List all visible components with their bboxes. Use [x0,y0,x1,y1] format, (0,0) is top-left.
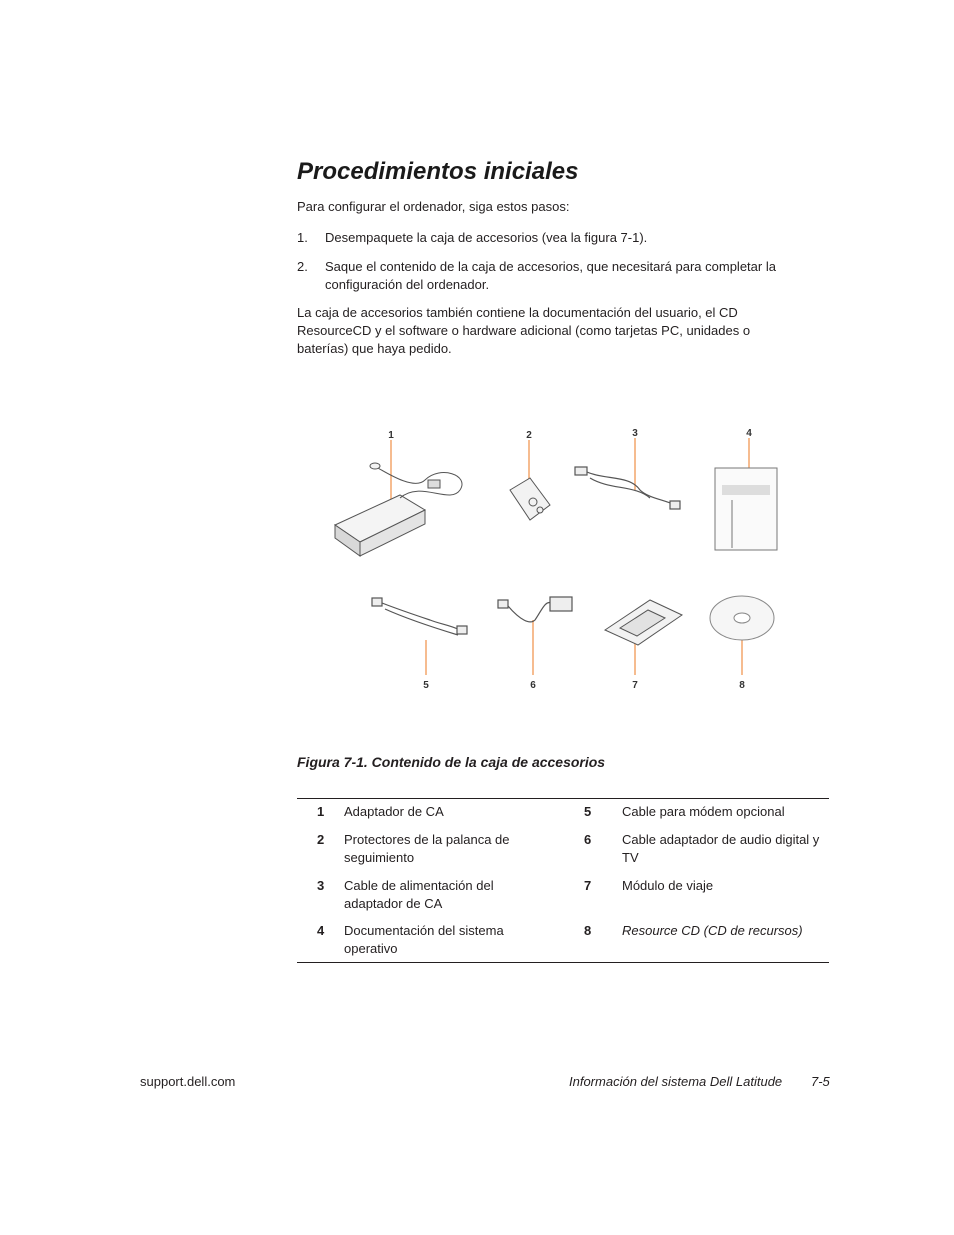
audio-tv-cable-icon [498,597,572,622]
resource-cd-icon [710,596,774,640]
power-cable-icon [575,467,680,509]
item-number: 1 [317,804,325,819]
footer-url: support.dell.com [140,1074,236,1089]
callout-1: 1 [388,430,394,441]
ac-adapter-icon [335,463,462,556]
callout-3: 3 [632,428,638,439]
documentation-icon [715,468,777,550]
item-number: 8 [584,923,592,938]
body-paragraph: La caja de accesorios también contiene la documentación del usuario, el CD ResourceCD y el software o hardware adicional (como tarjetas PC, unidades o baterías) que haya pedido. [297,305,751,356]
item-label: Cable para módem opcional [622,804,785,819]
step-number: 2. [297,259,308,274]
item-number: 5 [584,804,592,819]
step-text: Saque el contenido de la caja de accesorios, que necesitará para completar la configuración del ordenador. [325,259,776,292]
modem-cable-icon [372,598,467,635]
accessories-figure [330,420,800,700]
legend-table [297,798,829,963]
callout-2: 2 [526,430,532,441]
intro-text: Para configurar el ordenador, siga estos pasos: [297,199,570,214]
footer-title: Información del sistema Dell Latitude [569,1074,783,1089]
figure-caption: Figura 7-1. Contenido de la caja de accesorios [297,754,606,770]
item-label: Adaptador de CA [344,804,444,819]
item-label: Documentación del sistema operativo [344,923,504,956]
travel-module-icon [605,600,682,645]
item-label: Resource CD (CD de recursos) [622,923,803,938]
item-number: 6 [584,832,592,847]
page-number: 7-5 [811,1074,830,1089]
callout-8: 8 [739,680,745,691]
step-number: 1. [297,230,308,245]
page-title: Procedimientos iniciales [297,158,579,185]
item-number: 2 [317,832,325,847]
item-label: Protectores de la palanca de seguimiento [344,832,510,865]
callout-4: 4 [746,428,752,439]
item-number: 4 [317,923,325,938]
item-label: Cable adaptador de audio digital y TV [622,832,820,865]
accessories-illustration [330,420,800,700]
item-label: Cable de alimentación del adaptador de CA [344,878,494,911]
item-number: 3 [317,878,325,893]
callout-7: 7 [632,680,638,691]
callout-5: 5 [423,680,429,691]
trackstick-caps-icon [510,478,550,520]
callout-6: 6 [530,680,536,691]
item-number: 7 [584,878,592,893]
step-text: Desempaquete la caja de accesorios (vea la figura 7-1). [325,230,648,245]
item-label: Módulo de viaje [622,878,714,893]
